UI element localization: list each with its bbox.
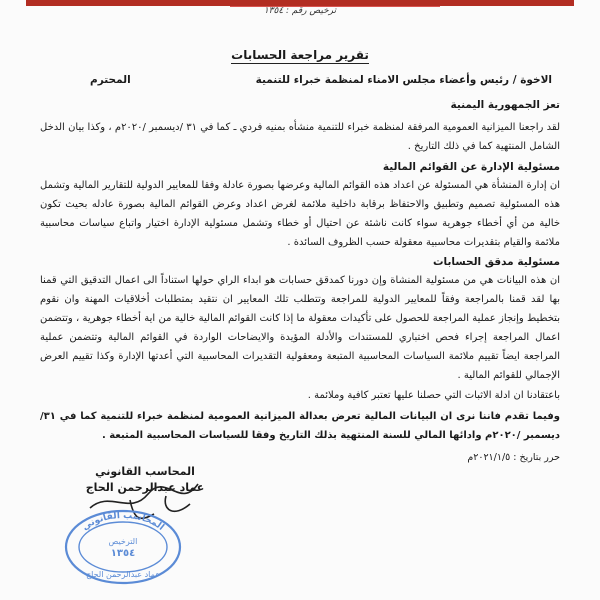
evidence-paragraph: باعتقادنا ان ادلة الاثبات التي حصلنا عليها تعتبر كافية وملائمة .	[307, 390, 560, 401]
stamp-name: عماد عبدالرحمن الحاج	[85, 570, 161, 579]
signature-title: المحاسب القانوني	[95, 465, 195, 478]
intro-paragraph: لقد راجعنا الميزانية العمومية المرفقة لمنظمة خبراء للتنمية منشأه بمنيه فردي ـ كما في ٣١ /ديسمبر /٢٠٢٠م ، وكذا بيان الدخل الشامل المنتهية كما في ذلك التاريخ .	[40, 122, 560, 152]
management-paragraph: ان إدارة المنشأة هي المسئولة عن اعداد هذه القوائم المالية وعرضها بصورة عادلة وفقا للمعايير الدولية للتقارير المالية وتشمل هذه المسئولية تصميم وتطبيق والاحتفاظ برقابة داخلية ملائمة لغرض اعداد وعرض القوائم المالية بصورة عادله بحيث تكون خالية من أي أخطاء جوهرية سواء كانت ناشئة عن احتيال أو خطاء وتشمل مسئولية الإدارة اختيار واتباع سياسات محاسبية ملائمة والقيام بتقديرات محاسبية معقولة حسب الظروف السائدة .	[40, 180, 560, 248]
signature-name: عماد عبدالرحمن الحاج	[85, 481, 205, 494]
license-number: ترخيص رقم : ١٣٥٤	[263, 6, 337, 16]
official-stamp	[62, 506, 184, 586]
honorific: المحترم	[90, 74, 131, 86]
stamp-caption: الترخيص	[108, 537, 138, 546]
report-title-text: تقرير مراجعة الحسابات	[231, 48, 369, 62]
opinion-paragraph: وفيما تقدم فاننا نرى ان البيانات المالية تعرض بعدالة الميزانية العمومية لمنظمة خبراء للتنمية كما في ٣١/ديسمبر /٢٠٢٠م وادائها المالي للسنة المنتهية بذلك التاريخ وفقا للسياسات المحاسبية المتبعة .	[40, 411, 560, 441]
management-heading: مسئولية الإدارة عن القوائم المالية	[382, 161, 560, 173]
address-line	[90, 74, 552, 86]
report-title	[0, 48, 600, 62]
location: تعز الجمهورية اليمنية	[450, 99, 560, 111]
stamp-number: ١٣٥٤	[110, 548, 136, 559]
stamp-ring-text: المحاسب القانوني	[80, 510, 166, 533]
auditor-heading: مسئولية مدقق الحسابات	[432, 256, 560, 268]
recipient: الاخوة / رئيس وأعضاء مجلس الامناء لمنظمة خبراء للتنمية	[255, 74, 552, 86]
issue-date: حرر بتاريخ : ٢٠٢١/١/٥م	[467, 452, 560, 463]
auditor-paragraph: ان هذه البيانات هي من مسئولية المنشاة وإن دورنا كمدقق حسابات هو ابداء الراي حولها استناداً الى اعمال التدقيق التي قمنا بها لقد قمنا بالمراجعة وفقاً للمعايير الدولية للمراجعة وتتطلب تلك المعايير ان نتقيد بمتطلبات أخلاقيات المهنة وان نقوم بتخطيط وإنجاز عملية المراجعة للحصول على تأكيدات معقولة ما إذا كانت القوائم المالية خالية من اية أخطاء جوهرية ، وتتضمن اعمال المراجعة إجراء فحص اختباري للمستندات والأدلة المؤيدة والايضاحات الواردة في القوائم المالية وتتضمن عملية المراجعة ايضاً تقييم ملائمة السياسات المحاسبية المتبعة ومعقولية التقديرات المحاسبية التي أعدتها الإدارة وكذا تقييم العرض الإجمالي للقوائم المالية .	[40, 275, 560, 381]
